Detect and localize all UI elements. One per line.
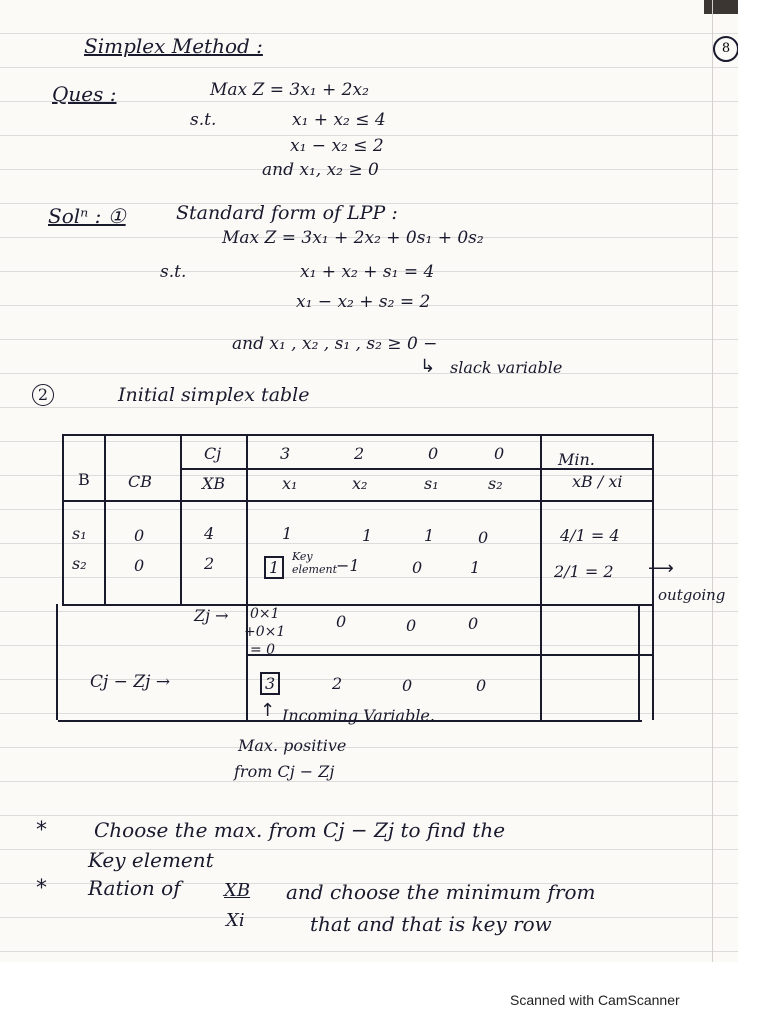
standard-st: s.t. [160, 262, 187, 282]
row-value: 0 [478, 528, 489, 547]
key-element-box: 1 [264, 556, 284, 579]
row-value: 1 [282, 524, 293, 543]
table-vline-2 [104, 434, 106, 604]
zj-value: 0 [468, 614, 479, 633]
zj-first: +0×1 [244, 624, 286, 640]
note-2-line-2: that and that is key row [310, 912, 552, 936]
incoming-label: Incoming Variable. [282, 706, 435, 725]
table-line-zj [246, 654, 654, 656]
question-objective: Max Z = 3x₁ + 2x₂ [210, 80, 369, 100]
question-label: Ques : [52, 82, 117, 106]
min-header: Min. [558, 450, 595, 469]
key-element-label: Key element [292, 550, 337, 576]
row-value: 1 [424, 526, 435, 545]
row-value: 1 [470, 558, 481, 577]
table-vline-right-lower [638, 604, 640, 720]
standard-objective: Max Z = 3x₁ + 2x₂ + 0s₁ + 0s₂ [222, 228, 484, 248]
zj-label: Zj → [194, 606, 229, 625]
table-border-top [62, 434, 654, 436]
note-1-line-1: Choose the max. from Cj − Zj to find the [94, 818, 506, 842]
row-xb: 4 [204, 524, 215, 543]
question-constraint-1: x₁ + x₂ ≤ 4 [292, 110, 386, 130]
zj-value: 0 [406, 616, 417, 635]
note-1-line-2: Key element [88, 848, 214, 872]
page-title: Simplex Method : [84, 34, 263, 58]
row-basis: s₁ [72, 524, 87, 543]
standard-constraint-2: x₁ − x₂ + s₂ = 2 [296, 292, 431, 312]
question-constraint-2: x₁ − x₂ ≤ 2 [290, 136, 384, 156]
cj-value: 3 [280, 444, 291, 463]
incoming-arrow: ↑ [260, 700, 276, 721]
row-value: 1 [362, 526, 373, 545]
header-cb: CB [128, 472, 152, 491]
cjzj-max-box: 3 [260, 672, 280, 695]
row-xb: 2 [204, 554, 215, 573]
header-xb: XB [202, 474, 226, 493]
table-vline-5 [540, 434, 542, 720]
question-st: s.t. [190, 110, 217, 130]
outgoing-label: outgoing [658, 586, 726, 604]
table-line-body [62, 604, 654, 606]
outgoing-arrow: ⟶ [648, 558, 674, 579]
header-var: x₂ [352, 474, 368, 493]
page-number: 8 [713, 36, 738, 62]
table-vline-3 [180, 434, 182, 604]
step2-heading: Initial simplex table [118, 384, 310, 406]
note-2-fraction-bottom: Xi [226, 910, 245, 931]
from-cjzj-label: from Cj − Zj [234, 762, 335, 781]
cj-value: 2 [354, 444, 365, 463]
note-2-line-1: Ration of [88, 876, 181, 900]
cjzj-value: 0 [402, 676, 413, 695]
ratio-header: xB / xi [572, 472, 623, 491]
zj-first: = 0 [250, 642, 276, 658]
scanner-watermark: Scanned with CamScanner [510, 992, 680, 1008]
slack-note: slack variable [450, 358, 563, 377]
row-value: 0 [412, 558, 423, 577]
cjzj-value: 0 [476, 676, 487, 695]
zj-value: 0 [336, 612, 347, 631]
slack-arrow: ↳ [420, 356, 436, 377]
header-var: x₁ [282, 474, 298, 493]
margin-line [712, 0, 713, 962]
note-2-line-1b: and choose the minimum from [286, 880, 596, 904]
step1-heading: Standard form of LPP : [176, 202, 398, 224]
solution-label: Solⁿ : ① [48, 204, 126, 228]
page-corner [704, 0, 738, 14]
step2-number: 2 [32, 384, 54, 406]
standard-constraint-1: x₁ + x₂ + s₁ = 4 [300, 262, 435, 282]
cj-value: 0 [494, 444, 505, 463]
note-bullet: * [36, 876, 47, 901]
table-vline-4 [246, 434, 248, 720]
row-basis: s₂ [72, 554, 87, 573]
zj-first: 0×1 [250, 606, 280, 622]
row-cb: 0 [134, 556, 145, 575]
row-ratio: 2/1 = 2 [554, 562, 614, 581]
cjzj-value: 2 [332, 674, 343, 693]
table-line-header [62, 500, 654, 502]
header-var: s₁ [424, 474, 439, 493]
note-bullet: * [36, 818, 47, 843]
standard-nonnegativity: and x₁ , x₂ , s₁ , s₂ ≥ 0 − [232, 334, 438, 354]
cj-value: 0 [428, 444, 439, 463]
header-var: s₂ [488, 474, 503, 493]
max-positive-label: Max. positive [238, 736, 347, 755]
question-nonnegativity: and x₁, x₂ ≥ 0 [262, 160, 379, 180]
row-ratio: 4/1 = 4 [560, 526, 620, 545]
cjzj-label: Cj − Zj → [90, 672, 171, 692]
row-value: −1 [336, 556, 360, 575]
header-b: B [78, 470, 90, 489]
cj-label: Cj [204, 444, 222, 463]
row-cb: 0 [134, 526, 145, 545]
note-2-fraction-top: XB [224, 880, 251, 901]
table-vline-1 [62, 434, 64, 604]
table-vline-left-lower [56, 604, 58, 720]
